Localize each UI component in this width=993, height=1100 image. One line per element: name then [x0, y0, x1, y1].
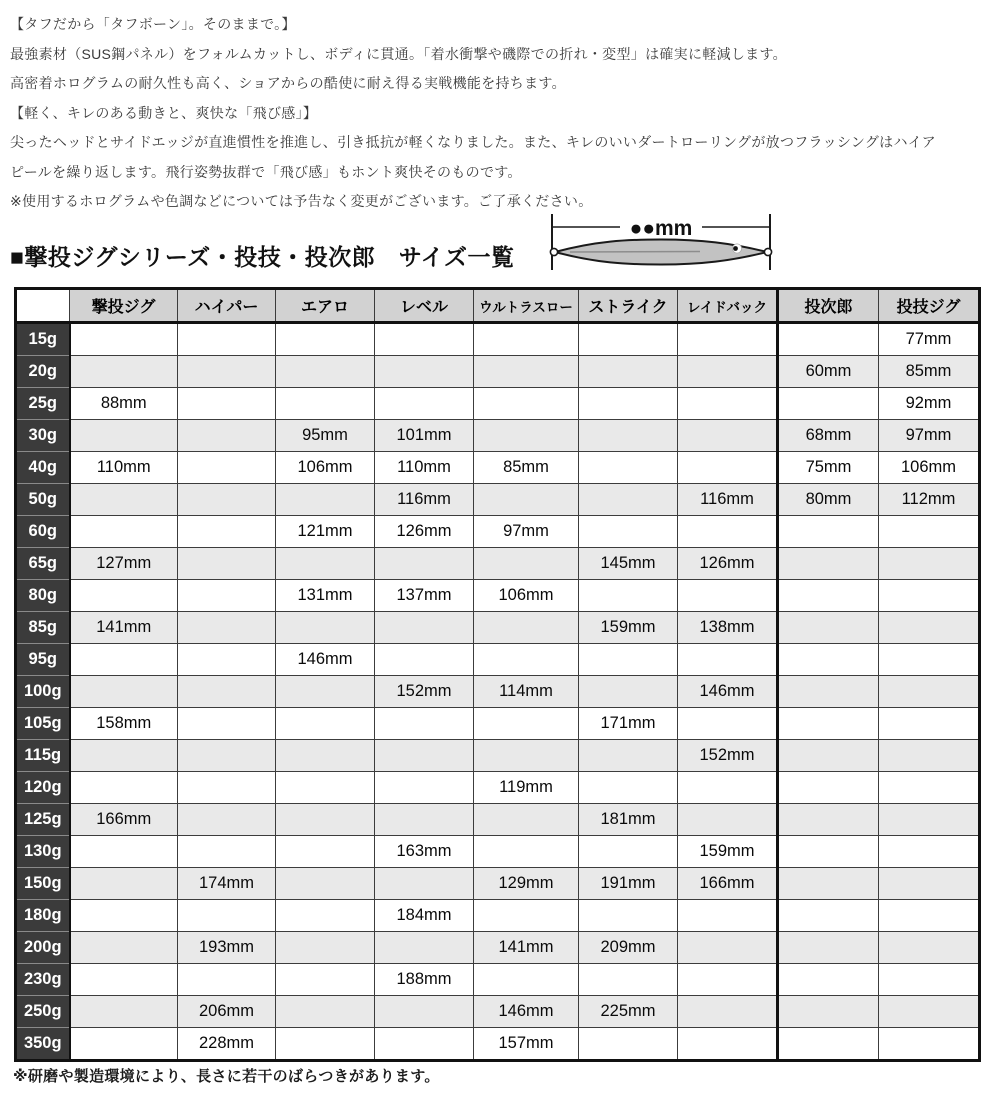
size-cell: [778, 708, 879, 740]
table-row: [16, 388, 980, 420]
size-cell: 206mm: [178, 996, 276, 1028]
weight-header: 150g: [16, 868, 70, 900]
size-cell: [879, 772, 980, 804]
table-row: [16, 612, 980, 644]
size-cell: [178, 388, 276, 420]
size-cell: 116mm: [678, 484, 778, 516]
size-cell: [375, 772, 474, 804]
column-header: ストライク: [579, 289, 678, 323]
size-cell: 114mm: [474, 676, 579, 708]
intro-line: 尖ったヘッドとサイドエッジが直進慣性を推進し、引き抵抗が軽くなりました。また、キレのいいダートローリングが放つフラッシングはハイア: [10, 134, 936, 150]
size-cell: [375, 1028, 474, 1061]
size-cell: [178, 484, 276, 516]
size-cell: [678, 580, 778, 612]
size-cell: [474, 964, 579, 996]
size-cell: 137mm: [375, 580, 474, 612]
size-cell: [879, 1028, 980, 1061]
size-cell: [70, 323, 178, 356]
size-cell: 126mm: [375, 516, 474, 548]
size-cell: [178, 420, 276, 452]
size-cell: [678, 964, 778, 996]
size-cell: [879, 612, 980, 644]
column-header: レイドバック: [678, 289, 778, 323]
weight-header: 180g: [16, 900, 70, 932]
size-cell: [276, 1028, 375, 1061]
size-cell: [375, 932, 474, 964]
size-cell: [375, 740, 474, 772]
size-cell: [276, 868, 375, 900]
size-cell: [70, 772, 178, 804]
size-cell: 129mm: [474, 868, 579, 900]
size-cell: [678, 388, 778, 420]
size-cell: [778, 900, 879, 932]
size-cell: 106mm: [276, 452, 375, 484]
size-cell: 126mm: [678, 548, 778, 580]
size-cell: [778, 996, 879, 1028]
size-cell: 110mm: [70, 452, 178, 484]
size-cell: [70, 356, 178, 388]
weight-header: 230g: [16, 964, 70, 996]
size-cell: 152mm: [375, 676, 474, 708]
size-cell: [879, 804, 980, 836]
size-cell: [474, 740, 579, 772]
size-cell: [178, 612, 276, 644]
size-cell: [778, 644, 879, 676]
weight-header: 350g: [16, 1028, 70, 1061]
size-cell: [70, 900, 178, 932]
size-cell: [474, 548, 579, 580]
weight-header: 105g: [16, 708, 70, 740]
size-cell: 80mm: [778, 484, 879, 516]
size-cell: [178, 740, 276, 772]
footnote: ※研磨や製造環境により、長さに若干のばらつきがあります。: [13, 1068, 440, 1085]
size-cell: [375, 804, 474, 836]
weight-header: 100g: [16, 676, 70, 708]
table-row: [16, 548, 980, 580]
size-cell: [879, 964, 980, 996]
size-cell: 101mm: [375, 420, 474, 452]
size-cell: [276, 964, 375, 996]
size-cell: 116mm: [375, 484, 474, 516]
size-cell: [276, 323, 375, 356]
size-cell: 141mm: [70, 612, 178, 644]
size-cell: [276, 708, 375, 740]
size-cell: [70, 996, 178, 1028]
size-cell: [778, 964, 879, 996]
table-row: [16, 932, 980, 964]
size-cell: [178, 964, 276, 996]
size-cell: [678, 356, 778, 388]
size-cell: [579, 1028, 678, 1061]
weight-header: 200g: [16, 932, 70, 964]
size-cell: 191mm: [579, 868, 678, 900]
weight-header: 85g: [16, 612, 70, 644]
table-row: [16, 900, 980, 932]
size-cell: 68mm: [778, 420, 879, 452]
size-cell: [579, 676, 678, 708]
size-cell: 174mm: [178, 868, 276, 900]
column-header: 投技ジグ: [879, 289, 980, 323]
size-cell: [678, 452, 778, 484]
size-cell: 157mm: [474, 1028, 579, 1061]
size-cell: [579, 420, 678, 452]
weight-header: 60g: [16, 516, 70, 548]
size-cell: [678, 1028, 778, 1061]
jig-illustration: [548, 210, 774, 276]
table-row: [16, 772, 980, 804]
size-cell: [879, 676, 980, 708]
size-cell: 95mm: [276, 420, 375, 452]
intro-line: 高密着ホログラムの耐久性も高く、ショアからの酷使に耐え得る実戦機能を持ちます。: [10, 75, 566, 91]
size-cell: [70, 836, 178, 868]
size-cell: [276, 548, 375, 580]
size-cell: [678, 900, 778, 932]
header-row: [16, 289, 980, 323]
size-cell: [778, 612, 879, 644]
size-cell: [474, 420, 579, 452]
size-cell: [474, 612, 579, 644]
size-cell: [178, 836, 276, 868]
jig-ring-front: [550, 248, 557, 255]
size-cell: [579, 580, 678, 612]
table-row: [16, 740, 980, 772]
size-cell: [375, 388, 474, 420]
size-cell: [678, 996, 778, 1028]
size-cell: [579, 964, 678, 996]
size-cell: [178, 644, 276, 676]
size-cell: [778, 932, 879, 964]
size-cell: [178, 356, 276, 388]
size-cell: 92mm: [879, 388, 980, 420]
size-cell: [678, 708, 778, 740]
size-cell: 88mm: [70, 388, 178, 420]
weight-header: 250g: [16, 996, 70, 1028]
size-cell: [178, 323, 276, 356]
size-cell: [579, 740, 678, 772]
size-cell: 158mm: [70, 708, 178, 740]
size-cell: 159mm: [579, 612, 678, 644]
size-cell: 97mm: [474, 516, 579, 548]
table-row: [16, 676, 980, 708]
corner-cell: [16, 289, 70, 323]
size-cell: [474, 804, 579, 836]
intro-line: ピールを繰り返します。飛行姿勢抜群で「飛び感」もホント爽快そのものです。: [10, 163, 522, 180]
size-cell: [579, 900, 678, 932]
size-cell: [879, 548, 980, 580]
size-cell: 119mm: [474, 772, 579, 804]
length-label: ●●mm: [629, 217, 693, 240]
jig-eye-pupil: [733, 246, 738, 251]
size-cell: [276, 740, 375, 772]
size-cell: 166mm: [678, 868, 778, 900]
table-row: [16, 356, 980, 388]
table-row: [16, 484, 980, 516]
size-cell: [579, 452, 678, 484]
size-cell: [474, 900, 579, 932]
jig-length-diagram: [548, 210, 774, 276]
size-cell: 146mm: [276, 644, 375, 676]
column-header: 投次郎: [778, 289, 879, 323]
size-cell: [178, 772, 276, 804]
size-cell: [178, 516, 276, 548]
size-cell: 110mm: [375, 452, 474, 484]
size-cell: [474, 388, 579, 420]
size-cell: [474, 836, 579, 868]
size-cell: [474, 323, 579, 356]
table-row: [16, 804, 980, 836]
size-cell: [276, 804, 375, 836]
size-cell: 138mm: [678, 612, 778, 644]
size-cell: [678, 516, 778, 548]
table-row: [16, 452, 980, 484]
size-cell: [579, 323, 678, 356]
size-cell: 171mm: [579, 708, 678, 740]
size-cell: 166mm: [70, 804, 178, 836]
weight-header: 40g: [16, 452, 70, 484]
size-cell: [474, 356, 579, 388]
weight-header: 30g: [16, 420, 70, 452]
size-cell: 85mm: [474, 452, 579, 484]
size-cell: [178, 804, 276, 836]
size-cell: [579, 772, 678, 804]
size-cell: [778, 1028, 879, 1061]
size-cell: [778, 323, 879, 356]
size-cell: 146mm: [474, 996, 579, 1028]
weight-header: 50g: [16, 484, 70, 516]
size-cell: [70, 676, 178, 708]
weight-header: 65g: [16, 548, 70, 580]
size-cell: [879, 580, 980, 612]
size-cell: [778, 516, 879, 548]
size-cell: [276, 996, 375, 1028]
size-cell: 97mm: [879, 420, 980, 452]
intro-line: 【軽く、キレのある動きと、爽快な「飛び感」】: [10, 104, 318, 121]
size-table-head: [16, 289, 980, 323]
size-cell: [778, 836, 879, 868]
column-header: 撃投ジグ: [70, 289, 178, 323]
intro-line: 【タフだから「タフボーン」。そのままで。】: [10, 16, 296, 32]
size-cell: [276, 772, 375, 804]
size-cell: [70, 484, 178, 516]
size-table-body: [16, 323, 980, 1061]
size-cell: [678, 420, 778, 452]
size-cell: [879, 836, 980, 868]
size-cell: [276, 900, 375, 932]
size-cell: [375, 612, 474, 644]
jig-body-midline: [570, 252, 700, 253]
size-cell: [375, 644, 474, 676]
size-cell: [879, 932, 980, 964]
weight-header: 25g: [16, 388, 70, 420]
size-cell: [276, 836, 375, 868]
size-cell: [375, 323, 474, 356]
size-cell: 127mm: [70, 548, 178, 580]
size-cell: [375, 996, 474, 1028]
size-cell: [678, 932, 778, 964]
size-cell: [178, 900, 276, 932]
weight-header: 120g: [16, 772, 70, 804]
size-cell: 77mm: [879, 323, 980, 356]
size-cell: [178, 708, 276, 740]
size-cell: [70, 1028, 178, 1061]
size-cell: 145mm: [579, 548, 678, 580]
size-cell: [178, 580, 276, 612]
size-cell: [579, 516, 678, 548]
size-cell: [579, 356, 678, 388]
size-cell: [276, 676, 375, 708]
size-cell: [678, 772, 778, 804]
table-row: [16, 516, 980, 548]
intro-line: 最強素材（SUS鋼パネル）をフォルムカットし、ボディに貫通。「着水衝撃や磯際での折れ・変型」は確実に軽減します。: [10, 45, 787, 62]
size-cell: [375, 548, 474, 580]
table-row: [16, 964, 980, 996]
size-cell: 228mm: [178, 1028, 276, 1061]
size-cell: [579, 644, 678, 676]
size-cell: [879, 900, 980, 932]
size-cell: [70, 932, 178, 964]
table-row: [16, 836, 980, 868]
size-cell: 85mm: [879, 356, 980, 388]
size-cell: 159mm: [678, 836, 778, 868]
size-cell: [579, 388, 678, 420]
table-row: [16, 580, 980, 612]
size-cell: 181mm: [579, 804, 678, 836]
size-cell: [879, 868, 980, 900]
size-cell: [678, 644, 778, 676]
jig-ring-rear: [764, 248, 771, 255]
size-cell: [879, 708, 980, 740]
table-row: [16, 323, 980, 356]
column-header: エアロ: [276, 289, 375, 323]
intro-text: [10, 10, 986, 217]
size-cell: [879, 740, 980, 772]
size-cell: 60mm: [778, 356, 879, 388]
size-cell: [70, 516, 178, 548]
size-cell: 106mm: [879, 452, 980, 484]
size-cell: 141mm: [474, 932, 579, 964]
size-cell: [375, 868, 474, 900]
size-cell: [375, 708, 474, 740]
table-row: [16, 420, 980, 452]
size-cell: 131mm: [276, 580, 375, 612]
size-cell: [778, 804, 879, 836]
intro-line: ※使用するホログラムや色調などについては予告なく変更がございます。ご了承ください。: [10, 193, 593, 209]
size-cell: [178, 548, 276, 580]
table-row: [16, 1028, 980, 1061]
size-cell: [778, 868, 879, 900]
size-cell: [879, 996, 980, 1028]
weight-header: 80g: [16, 580, 70, 612]
size-cell: [879, 644, 980, 676]
column-header: ハイパー: [178, 289, 276, 323]
size-cell: [579, 484, 678, 516]
size-cell: 188mm: [375, 964, 474, 996]
size-cell: [579, 836, 678, 868]
size-cell: [276, 932, 375, 964]
size-cell: [178, 676, 276, 708]
size-cell: [778, 676, 879, 708]
size-cell: 152mm: [678, 740, 778, 772]
size-cell: [375, 356, 474, 388]
size-cell: [474, 644, 579, 676]
table-row: [16, 868, 980, 900]
size-cell: 112mm: [879, 484, 980, 516]
size-cell: [70, 420, 178, 452]
size-cell: [778, 772, 879, 804]
size-cell: 121mm: [276, 516, 375, 548]
size-cell: 193mm: [178, 932, 276, 964]
size-cell: [474, 484, 579, 516]
weight-header: 95g: [16, 644, 70, 676]
size-cell: [276, 356, 375, 388]
size-cell: 146mm: [678, 676, 778, 708]
size-cell: [276, 612, 375, 644]
size-cell: [778, 388, 879, 420]
table-row: [16, 644, 980, 676]
column-header: レベル: [375, 289, 474, 323]
weight-header: 125g: [16, 804, 70, 836]
size-table: [14, 287, 981, 1062]
table-row: [16, 996, 980, 1028]
size-cell: [678, 804, 778, 836]
size-table-heading: ■撃投ジグシリーズ・投技・投次郎 サイズ一覧: [10, 244, 515, 270]
size-cell: [70, 868, 178, 900]
weight-header: 115g: [16, 740, 70, 772]
size-cell: [879, 516, 980, 548]
size-cell: [276, 388, 375, 420]
weight-header: 20g: [16, 356, 70, 388]
table-row: [16, 708, 980, 740]
size-cell: 106mm: [474, 580, 579, 612]
size-cell: [70, 964, 178, 996]
column-header: ウルトラスロー: [474, 289, 579, 323]
size-cell: 209mm: [579, 932, 678, 964]
size-cell: [474, 708, 579, 740]
size-cell: [178, 452, 276, 484]
size-cell: [70, 644, 178, 676]
size-cell: [778, 580, 879, 612]
size-cell: [778, 740, 879, 772]
size-cell: 75mm: [778, 452, 879, 484]
size-cell: [70, 580, 178, 612]
size-cell: 225mm: [579, 996, 678, 1028]
size-cell: [678, 323, 778, 356]
size-cell: [70, 740, 178, 772]
size-cell: [778, 548, 879, 580]
weight-header: 130g: [16, 836, 70, 868]
size-cell: 163mm: [375, 836, 474, 868]
size-cell: 184mm: [375, 900, 474, 932]
weight-header: 15g: [16, 323, 70, 356]
size-cell: [276, 484, 375, 516]
